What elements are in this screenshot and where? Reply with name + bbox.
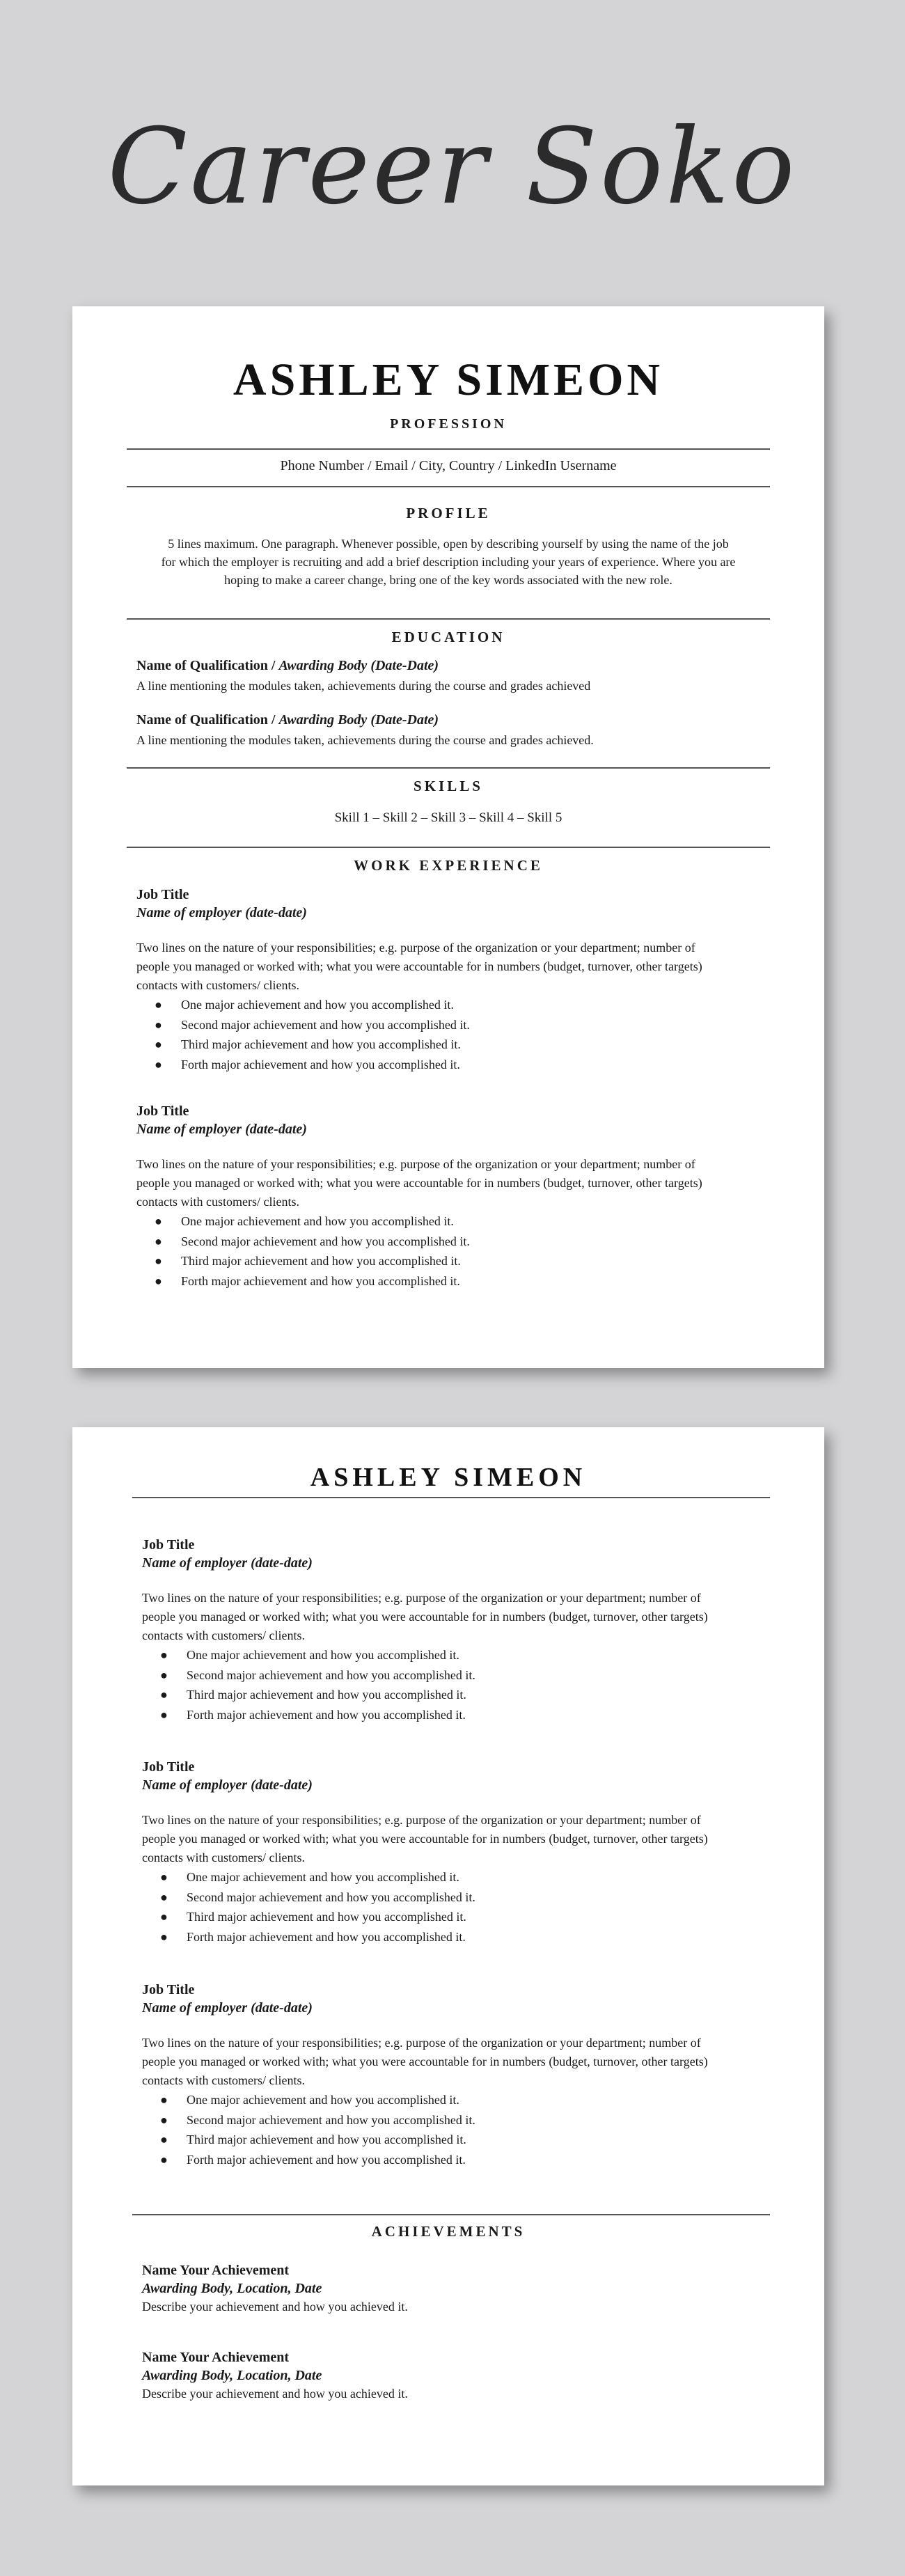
divider (127, 767, 770, 769)
list-item: ● Second major achievement and how you accomplished it. (187, 1887, 782, 1908)
profile-heading: PROFILE (406, 505, 491, 521)
brand-logo-text: Career Soko (107, 107, 798, 228)
bullet-icon: ● (160, 1910, 168, 1924)
job-description: Two lines on the nature of your responsibilities; e.g. purpose of the organization or your department; number of people you managed or worked with; what you were accountable for in numbers (budget, turnover, other targets) contacts with customers/ clients. (142, 2036, 708, 2087)
achievement-bullets (136, 1211, 777, 1291)
list-item: ● Forth major achievement and how you accomplished it. (181, 1055, 777, 1075)
bullet-icon: ● (155, 1057, 162, 1071)
achievement-bullets (142, 2090, 782, 2169)
list-item: ● Second major achievement and how you accomplished it. (187, 2110, 782, 2130)
job-entry (142, 1981, 782, 2169)
job-title: Job Title (136, 1104, 189, 1119)
list-item: ● One major achievement and how you accomplished it. (181, 995, 777, 1015)
job-title: Job Title (142, 1537, 195, 1553)
education-item-desc: A line mentioning the modules taken, achievements during the course and grades achieved. (136, 733, 594, 747)
skills-heading: SKILLS (414, 778, 483, 794)
job-entry (142, 1758, 782, 1947)
divider (132, 2214, 770, 2215)
list-item: ● Third major achievement and how you accomplished it. (187, 2130, 782, 2150)
job-title: Job Title (136, 887, 189, 902)
education-item-heading: Name of Qualification / Awarding Body (Date-Date) (136, 658, 439, 673)
bullet-icon: ● (160, 1688, 168, 1702)
skills-list: Skill 1 – Skill 2 – Skill 3 – Skill 4 – Skill 5 (334, 810, 562, 825)
education-item-heading: Name of Qualification / Awarding Body (Date-Date) (136, 712, 439, 728)
list-item: ● Forth major achievement and how you accomplished it. (181, 1271, 777, 1291)
bullet-icon: ● (160, 2093, 168, 2107)
list-item: ● One major achievement and how you accomplished it. (187, 1645, 782, 1665)
achievement-desc: Describe your achievement and how you achieved it. (142, 2300, 408, 2314)
achievement-title: Name Your Achievement (142, 2350, 290, 2365)
bullet-icon: ● (160, 2133, 168, 2146)
list-item: ● Second major achievement and how you accomplished it. (187, 1665, 782, 1686)
achievement-item (142, 2261, 782, 2316)
list-item: ● One major achievement and how you accomplished it. (187, 2090, 782, 2110)
list-item: ● Third major achievement and how you accomplished it. (181, 1035, 777, 1055)
achievement-subtitle: Awarding Body, Location, Date (142, 2281, 322, 2296)
list-item: ● Forth major achievement and how you accomplished it. (187, 1927, 782, 1947)
list-item: ● Forth major achievement and how you accomplished it. (187, 2150, 782, 2170)
divider (132, 1497, 770, 1498)
achievement-desc: Describe your achievement and how you achieved it. (142, 2387, 408, 2401)
work-experience-heading: WORK EXPERIENCE (354, 857, 543, 874)
divider (127, 847, 770, 848)
employer-name: Name of employer (date-date) (136, 905, 307, 920)
list-item: ● Third major achievement and how you accomplished it. (187, 1907, 782, 1927)
job-description: Two lines on the nature of your responsibilities; e.g. purpose of the organization or your department; number of people you managed or worked with; what you were accountable for in numbers (budget, turnover, other targets) contacts with customers/ clients. (136, 1157, 702, 1209)
job-title: Job Title (142, 1982, 195, 1997)
list-item: ● One major achievement and how you accomplished it. (187, 1867, 782, 1887)
divider (127, 618, 770, 620)
bullet-icon: ● (155, 1017, 162, 1032)
job-description: Two lines on the nature of your responsibilities; e.g. purpose of the organization or your department; number of people you managed or worked with; what you were accountable for in numbers (budget, turnover, other targets) contacts with customers/ clients. (136, 941, 702, 992)
bullet-icon: ● (160, 1707, 168, 1722)
bullet-icon: ● (155, 1273, 162, 1288)
list-item: ● Forth major achievement and how you accomplished it. (187, 1705, 782, 1725)
bullet-icon: ● (160, 1648, 168, 1662)
bullet-icon: ● (155, 998, 162, 1012)
divider (127, 448, 770, 450)
bullet-icon: ● (155, 1037, 162, 1051)
resume-page-1 (72, 306, 824, 1368)
list-item: ● Second major achievement and how you accomplished it. (181, 1015, 777, 1035)
candidate-name: ASHLEY SIMEON (310, 1463, 587, 1492)
achievement-bullets (142, 1645, 782, 1725)
bullet-icon: ● (155, 1254, 162, 1268)
job-description: Two lines on the nature of your responsibilities; e.g. purpose of the organization or your department; number of people you managed or worked with; what you were accountable for in numbers (budget, turnover, other targets) contacts with customers/ clients. (142, 1813, 708, 1864)
job-description: Two lines on the nature of your responsibilities; e.g. purpose of the organization or your department; number of people you managed or worked with; what you were accountable for in numbers (budget, turnover, other targets) contacts with customers/ clients. (142, 1591, 708, 1642)
job-entry (142, 1536, 782, 1725)
bullet-icon: ● (155, 1214, 162, 1228)
list-item: ● Third major achievement and how you accomplished it. (187, 1685, 782, 1705)
achievement-bullets (142, 1867, 782, 1947)
employer-name: Name of employer (date-date) (142, 2000, 313, 2016)
employer-name: Name of employer (date-date) (142, 1555, 313, 1571)
bullet-icon: ● (155, 1234, 162, 1248)
achievement-subtitle: Awarding Body, Location, Date (142, 2368, 322, 2383)
achievement-bullets (136, 995, 777, 1074)
achievement-item (142, 2348, 782, 2403)
job-entry (136, 1102, 777, 1291)
resume-page-2 (72, 1427, 824, 2485)
education-heading: EDUCATION (391, 629, 505, 645)
list-item: ● Third major achievement and how you accomplished it. (181, 1251, 777, 1271)
bullet-icon: ● (160, 1929, 168, 1944)
bullet-icon: ● (160, 1890, 168, 1904)
employer-name: Name of employer (date-date) (136, 1122, 307, 1137)
candidate-name: ASHLEY SIMEON (233, 354, 664, 405)
employer-name: Name of employer (date-date) (142, 1777, 313, 1793)
achievements-heading: ACHIEVEMENTS (371, 2223, 526, 2240)
list-item: ● One major achievement and how you accomplished it. (181, 1211, 777, 1232)
job-entry (136, 886, 777, 1074)
job-title: Job Title (142, 1759, 195, 1775)
achievement-title: Name Your Achievement (142, 2263, 290, 2278)
bullet-icon: ● (160, 1667, 168, 1682)
profile-text: 5 lines maximum. One paragraph. Whenever possible, open by describing yourself by using the name of the job for which the employer is recruiting and add a brief description including your years of experience. Where you are hoping to make a career change, bring one of the key words associated with the new role. (161, 537, 736, 587)
bullet-icon: ● (160, 2152, 168, 2167)
bullet-icon: ● (160, 2112, 168, 2127)
divider (127, 486, 770, 487)
list-item: ● Second major achievement and how you accomplished it. (181, 1232, 777, 1252)
bullet-icon: ● (160, 1870, 168, 1884)
profession-label: PROFESSION (390, 416, 507, 432)
education-item-desc: A line mentioning the modules taken, achievements during the course and grades achieved (136, 679, 591, 693)
contact-line: Phone Number / Email / City, Country / LinkedIn Username (280, 458, 617, 473)
